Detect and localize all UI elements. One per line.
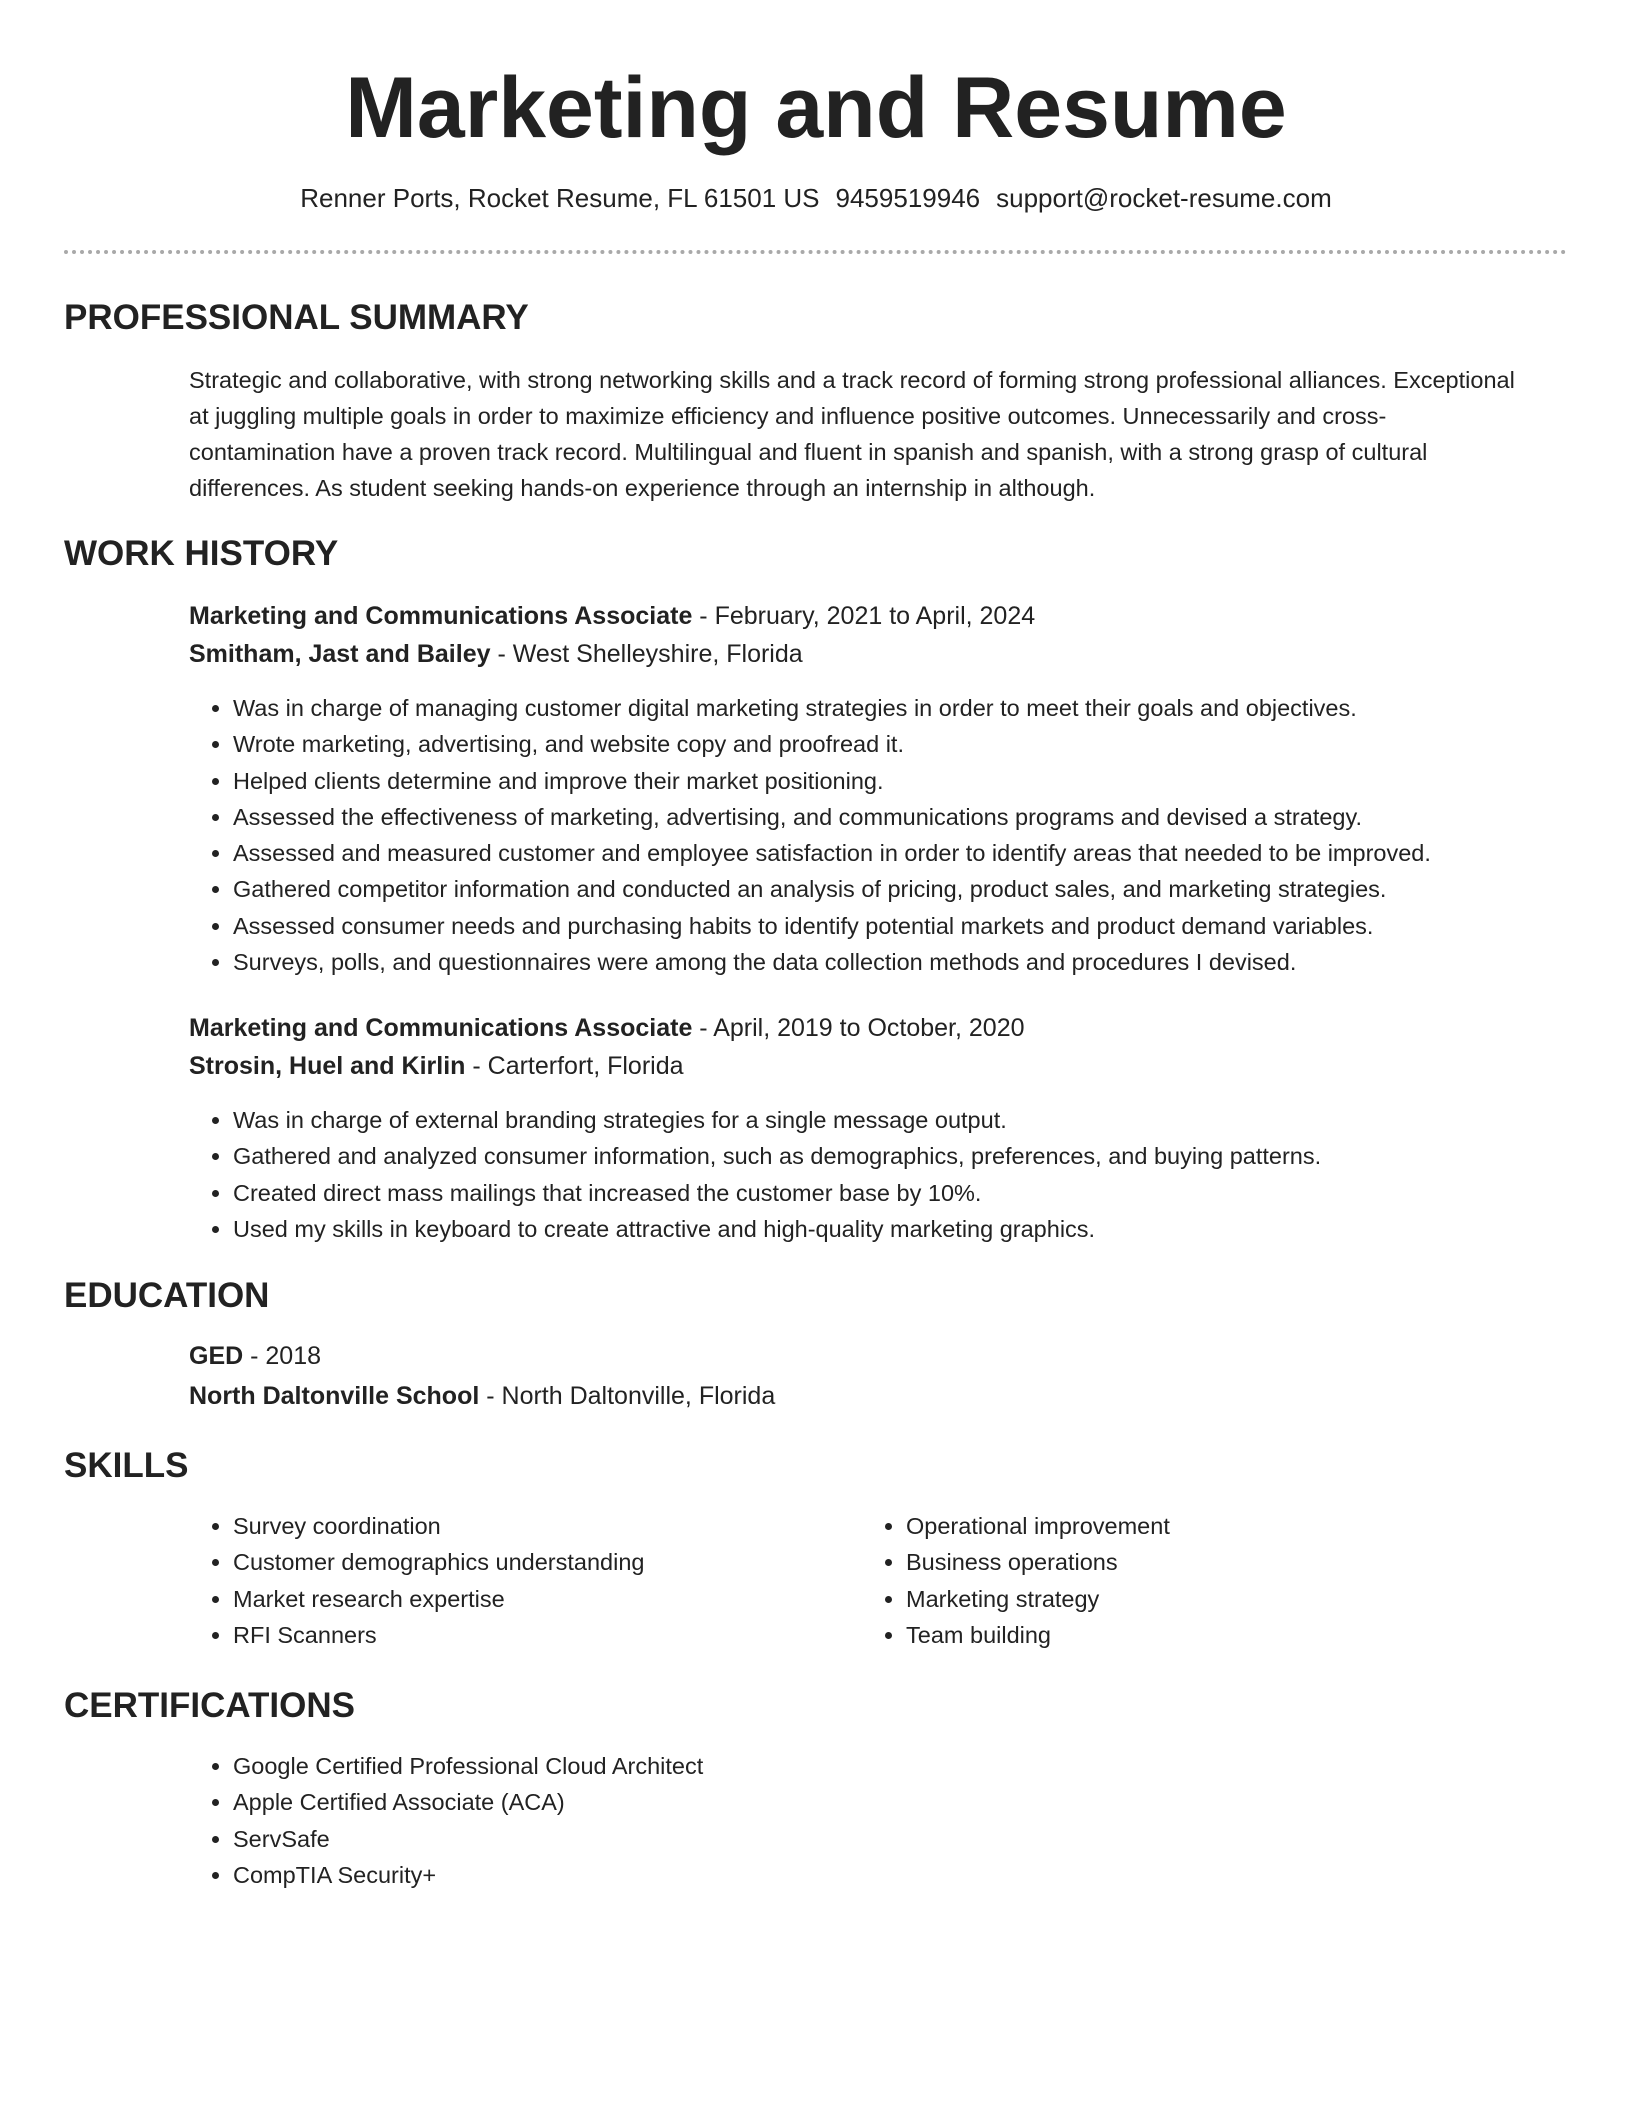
skill-item: • Market research expertise bbox=[233, 1581, 644, 1617]
skills-list-left bbox=[189, 1508, 644, 1653]
list-item: • Assessed consumer needs and purchasing habits to identify potential markets and product demand variables. bbox=[233, 908, 1431, 944]
job-title-line bbox=[189, 598, 1035, 634]
job-company-line bbox=[189, 636, 803, 672]
resume-name: Marketing and Resume bbox=[345, 60, 1287, 156]
education-school: North Daltonville School bbox=[189, 1382, 480, 1410]
skill-item: • Team building bbox=[906, 1617, 1170, 1653]
job-company-line bbox=[189, 1048, 684, 1084]
skill-item: • Customer demographics understanding bbox=[233, 1544, 644, 1580]
list-item: • Gathered competitor information and conducted an analysis of pricing, product sales, and marketing strategies. bbox=[233, 871, 1431, 907]
job-bullets bbox=[189, 1102, 1321, 1247]
contact-email[interactable]: support@rocket-resume.com bbox=[996, 183, 1332, 213]
job-location: - West Shelleyshire, Florida bbox=[490, 640, 803, 668]
certification-item: • Google Certified Professional Cloud Architect bbox=[233, 1748, 703, 1784]
section-title-certifications: CERTIFICATIONS bbox=[64, 1686, 356, 1725]
header-divider bbox=[64, 250, 1567, 254]
list-item: • Used my skills in keyboard to create attractive and high-quality marketing graphics. bbox=[233, 1211, 1321, 1247]
list-item: • Created direct mass mailings that increased the customer base by 10%. bbox=[233, 1175, 1321, 1211]
skill-item: • Marketing strategy bbox=[906, 1581, 1170, 1617]
skill-item: • RFI Scanners bbox=[233, 1617, 644, 1653]
certification-item: • Apple Certified Associate (ACA) bbox=[233, 1784, 703, 1820]
education-location: - North Daltonville, Florida bbox=[479, 1382, 776, 1410]
job-dates: - February, 2021 to April, 2024 bbox=[692, 602, 1036, 630]
list-item: • Assessed the effectiveness of marketing, advertising, and communications programs and devised a strategy. bbox=[233, 799, 1431, 835]
list-item: • Was in charge of managing customer digital marketing strategies in order to meet their goals and objectives. bbox=[233, 690, 1431, 726]
list-item: • Wrote marketing, advertising, and website copy and proofread it. bbox=[233, 726, 1431, 762]
skill-item: • Business operations bbox=[906, 1544, 1170, 1580]
education-school-line bbox=[189, 1378, 775, 1414]
job-company: Smitham, Jast and Bailey bbox=[189, 640, 491, 668]
job-dates: - April, 2019 to October, 2020 bbox=[692, 1014, 1025, 1042]
section-title-skills: SKILLS bbox=[64, 1446, 189, 1485]
list-item: • Assessed and measured customer and employee satisfaction in order to identify areas that needed to be improved. bbox=[233, 835, 1431, 871]
job-location: - Carterfort, Florida bbox=[465, 1052, 684, 1080]
certifications-list bbox=[189, 1748, 703, 1893]
contact-phone: 9459519946 bbox=[835, 183, 981, 213]
section-title-summary: PROFESSIONAL SUMMARY bbox=[64, 298, 529, 337]
job-bullets bbox=[189, 690, 1431, 980]
education-year: - 2018 bbox=[243, 1342, 322, 1370]
list-item: • Gathered and analyzed consumer information, such as demographics, preferences, and buying patterns. bbox=[233, 1138, 1321, 1174]
skills-list-right bbox=[862, 1508, 1170, 1653]
list-item: • Surveys, polls, and questionnaires were among the data collection methods and procedures I devised. bbox=[233, 944, 1431, 980]
certification-item: • ServSafe bbox=[233, 1821, 703, 1857]
skill-item: • Operational improvement bbox=[906, 1508, 1170, 1544]
job-company: Strosin, Huel and Kirlin bbox=[189, 1052, 466, 1080]
summary-text: Strategic and collaborative, with strong networking skills and a track record of forming strong professional alliances. Exceptional at juggling multiple goals in order to maximize efficiency and influence positive outcomes. Unnecessarily and cross-contamination have a proven track record. Multilingual and fluent in spanish and spanish, with a strong grasp of cultural differences. As student seeking hands-on experience through an internship in although. bbox=[189, 367, 1515, 501]
section-title-education: EDUCATION bbox=[64, 1276, 270, 1315]
contact-line bbox=[0, 180, 1632, 216]
job-role: Marketing and Communications Associate bbox=[189, 602, 693, 630]
certification-item: • CompTIA Security+ bbox=[233, 1857, 703, 1893]
skill-item: • Survey coordination bbox=[233, 1508, 644, 1544]
job-title-line bbox=[189, 1010, 1025, 1046]
education-degree: GED bbox=[189, 1342, 244, 1370]
section-title-work: WORK HISTORY bbox=[64, 534, 339, 573]
contact-address: Renner Ports, Rocket Resume, FL 61501 US bbox=[300, 183, 820, 213]
list-item: • Was in charge of external branding strategies for a single message output. bbox=[233, 1102, 1321, 1138]
list-item: • Helped clients determine and improve their market positioning. bbox=[233, 763, 1431, 799]
job-role: Marketing and Communications Associate bbox=[189, 1014, 693, 1042]
education-degree-line bbox=[189, 1338, 321, 1374]
